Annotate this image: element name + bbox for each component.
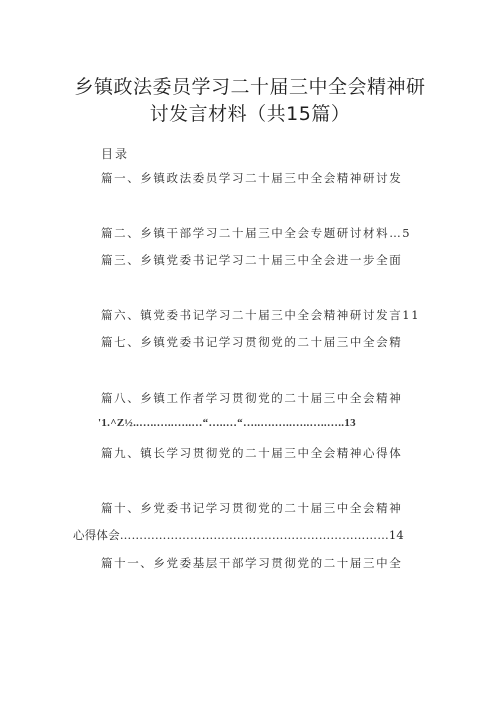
document-title-line-1: 乡镇政法委员学习二十届三中全会精神研 bbox=[74, 76, 426, 98]
toc-entry-7: 篇七、乡镇党委书记学习贯彻党的二十届三中全会精 bbox=[101, 335, 403, 349]
toc-entry-2: 篇二、乡镇干部学习二十届三中全会专题研讨材料…5 bbox=[101, 226, 412, 240]
toc-entry-9: 篇九、镇长学习贯彻党的二十届三中全会精神心得体 bbox=[101, 446, 403, 460]
toc-entry-10-continuation: 心得体会……………………………………………………………14 bbox=[73, 528, 404, 542]
toc-entry-1: 篇一、乡镇政法委员学习二十届三中全会精神研讨发 bbox=[101, 171, 403, 185]
toc-heading: 目录 bbox=[101, 147, 130, 161]
toc-entry-3: 篇三、乡镇党委书记学习二十届三中全会进一步全面 bbox=[101, 253, 403, 267]
toc-entry-10: 篇十、乡党委书记学习贯彻党的二十届三中全会精神 bbox=[101, 501, 403, 515]
document-title-line-2: 讨发言材料（共15篇） bbox=[149, 103, 351, 125]
toc-entry-11: 篇十一、乡党委基层干部学习贯彻党的二十届三中全 bbox=[101, 556, 403, 570]
toc-entry-8: 篇八、乡镇工作者学习贯彻党的二十届三中全会精神 bbox=[101, 391, 403, 405]
toc-entry-6: 篇六、镇党委书记学习二十届三中全会精神研讨发言11 bbox=[101, 308, 421, 322]
toc-entry-8-continuation: '1.^Z½..…..…..…..…“…..…“…..….…..…..…..…..13 bbox=[98, 417, 356, 429]
